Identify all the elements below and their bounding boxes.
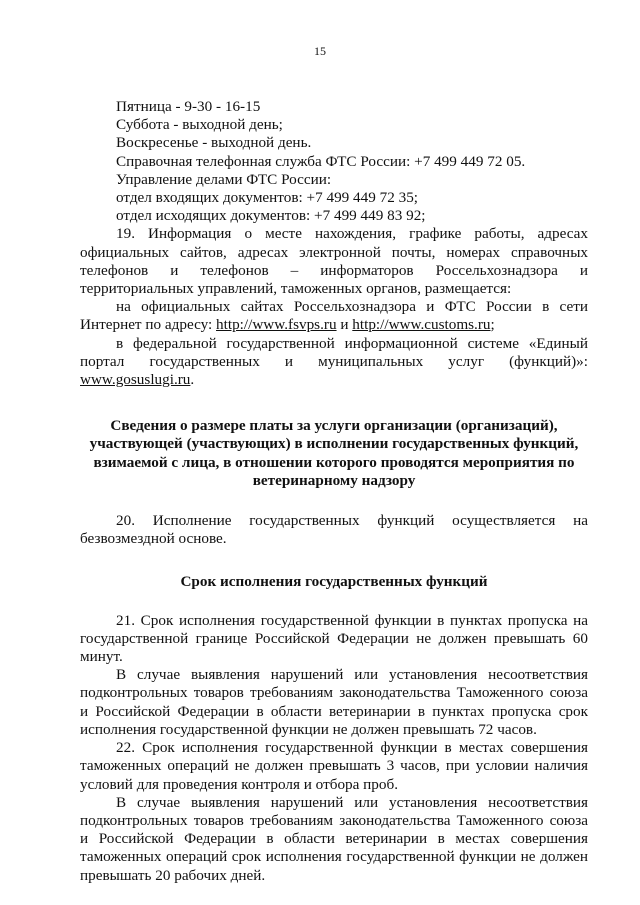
item-19-sites — [80, 298, 588, 334]
document-body — [80, 98, 588, 885]
incoming-docs: отдел входящих документов: +7 499 449 72 35; — [116, 189, 419, 207]
outgoing-docs: отдел исходящих документов: +7 499 449 83 92; — [116, 207, 426, 225]
item-21-violation: В случае выявления нарушений или установления несоответствия подконтрольных товаров требованиям законодательства Таможенного союза и Российской Федерации в области ветеринарии в пунктах пропуска срок исполнения государственной функции не должен превышать 72 часов. — [80, 666, 588, 738]
schedule-friday: Пятница - 9-30 - 16-15 — [116, 98, 261, 115]
gosuslugi-link[interactable]: www.gosuslugi.ru — [80, 371, 191, 389]
schedule-sunday: Воскресенье - выходной день. — [116, 134, 312, 152]
item-19: 19. Информация о месте нахождения, графике работы, адресах официальных сайтов, адресах электронной почты, номерах справочных телефонов и телефонов – информаторов Россельхознадзора и территориальных управлений, таможенных органов, размещается: — [80, 225, 588, 298]
sites-prefix: на официальных сайтах Россельхознадзора и ФТС России в сети Интернет по адресу: — [80, 298, 588, 334]
helpline: Справочная телефонная служба ФТС России: +7 499 449 72 05. — [116, 152, 526, 170]
schedule-saturday: Суббота - выходной день; — [116, 116, 283, 134]
item-22-violation: В случае выявления нарушений или установления несоответствия подконтрольных товаров требованиям законодательства Таможенного союза и Российской Федерации в области ветеринарии в местах совершения таможенных операций срок исполнения государственной функции не должен превышать 20 рабочих дней. — [80, 793, 588, 884]
period: . — [190, 371, 195, 389]
item-21: 21. Срок исполнения государственной функции в пунктах пропуска на государственной границе Российской Федерации не должен превышать 60 минут. — [80, 611, 588, 666]
office-title: Управление делами ФТС России: — [116, 170, 332, 188]
portal-prefix: в федеральной государственной информационной системе «Единый портал государственных и муниципальных услуг (функций)»: — [80, 334, 588, 370]
fee-section-heading: Сведения о размере платы за услуги организации (организаций), участвующей (участвующих) в исполнении государственных функций, взимаемой с лица, в отношении которого проводятся мероприятия по ветеринарному надзору — [89, 417, 579, 489]
item-20: 20. Исполнение государственных функций осуществляется на безвозмездной основе. — [80, 512, 588, 548]
customs-link[interactable]: http://www.customs.ru — [352, 316, 491, 334]
semicolon: ; — [490, 316, 495, 334]
term-section-heading: Срок исполнения государственных функций — [180, 573, 488, 591]
fsvps-link[interactable]: http://www.fsvps.ru — [216, 316, 337, 334]
and-text: и — [336, 316, 353, 334]
item-19-portal — [80, 335, 588, 390]
page-number: 15 — [314, 44, 326, 58]
item-22: 22. Срок исполнения государственной функции в местах совершения таможенных операций не должен превышать 3 часов, при условии наличия условий для проведения контроля и отбора проб. — [80, 739, 588, 793]
